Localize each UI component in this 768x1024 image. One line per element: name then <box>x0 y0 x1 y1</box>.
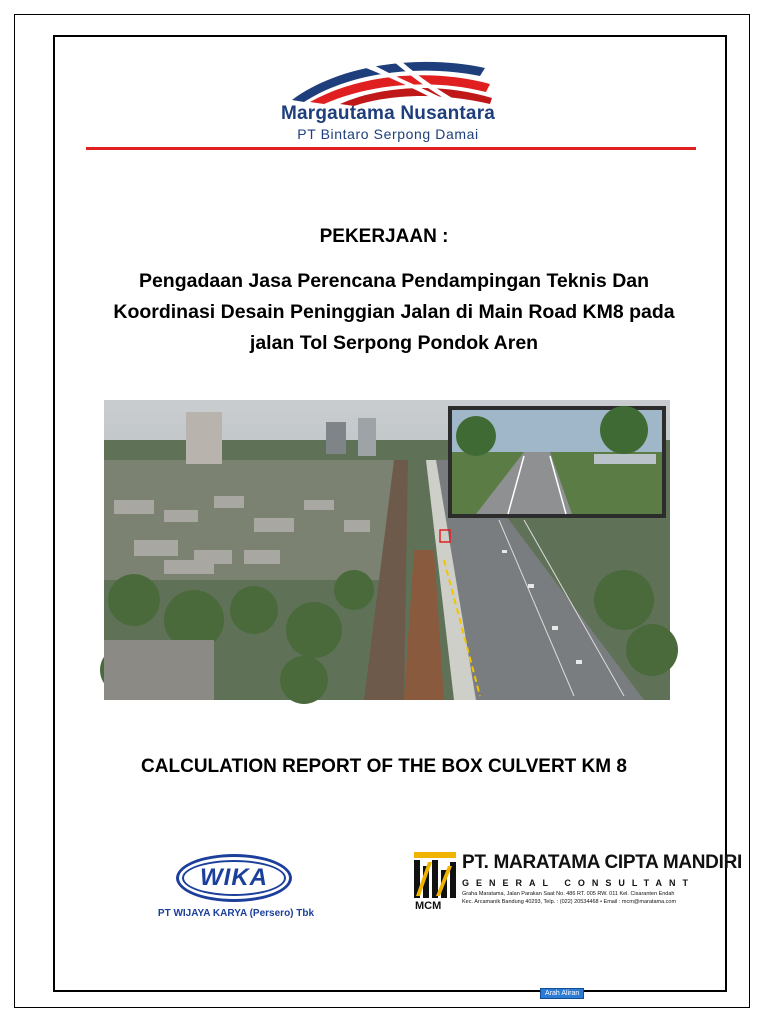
mcm-subtitle: GENERAL CONSULTANT <box>462 878 695 888</box>
wika-logo-text: WIKA <box>182 860 286 896</box>
job-label: PEKERJAAN : <box>319 226 449 247</box>
wika-logo <box>136 854 336 924</box>
mcm-company-name: PT. MARATAMA CIPTA MANDIRI <box>462 852 742 873</box>
header-divider <box>86 147 696 150</box>
mcm-mark-text: MCM <box>415 900 442 912</box>
mcm-address <box>462 890 678 906</box>
mcm-logo <box>414 852 742 918</box>
wika-oval-mark <box>176 854 292 902</box>
mcm-address-line2: Kec. Arcamanik Bandung 40293, Telp. : (022) 20534468 • Email : mcm@maratama.com <box>462 899 677 905</box>
company-subtitle: PT Bintaro Serpong Damai <box>297 126 479 142</box>
job-title: Pengadaan Jasa Perencana Pendampingan Teknis Dan Koordinasi Desain Peninggian Jalan di Main Road KM8 pada jalan Tol Serpong Pondok Aren <box>113 270 675 354</box>
mcm-address-line1: Graha Maratama, Jalan Parakan Saat No. 486 RT. 005 RW. 011 Kel. Cisaranten Endah <box>462 891 675 897</box>
margautama-logo <box>276 54 500 146</box>
flow-direction-label: Arah Aliran <box>540 988 584 999</box>
aerial-photo-illustration <box>104 400 670 700</box>
wika-caption: PT WIJAYA KARYA (Persero) Tbk <box>157 908 315 919</box>
report-title: CALCULATION REPORT OF THE BOX CULVERT KM 8 <box>141 756 627 777</box>
company-name: Margautama Nusantara <box>280 103 496 124</box>
road-swoosh-icon <box>280 54 494 106</box>
